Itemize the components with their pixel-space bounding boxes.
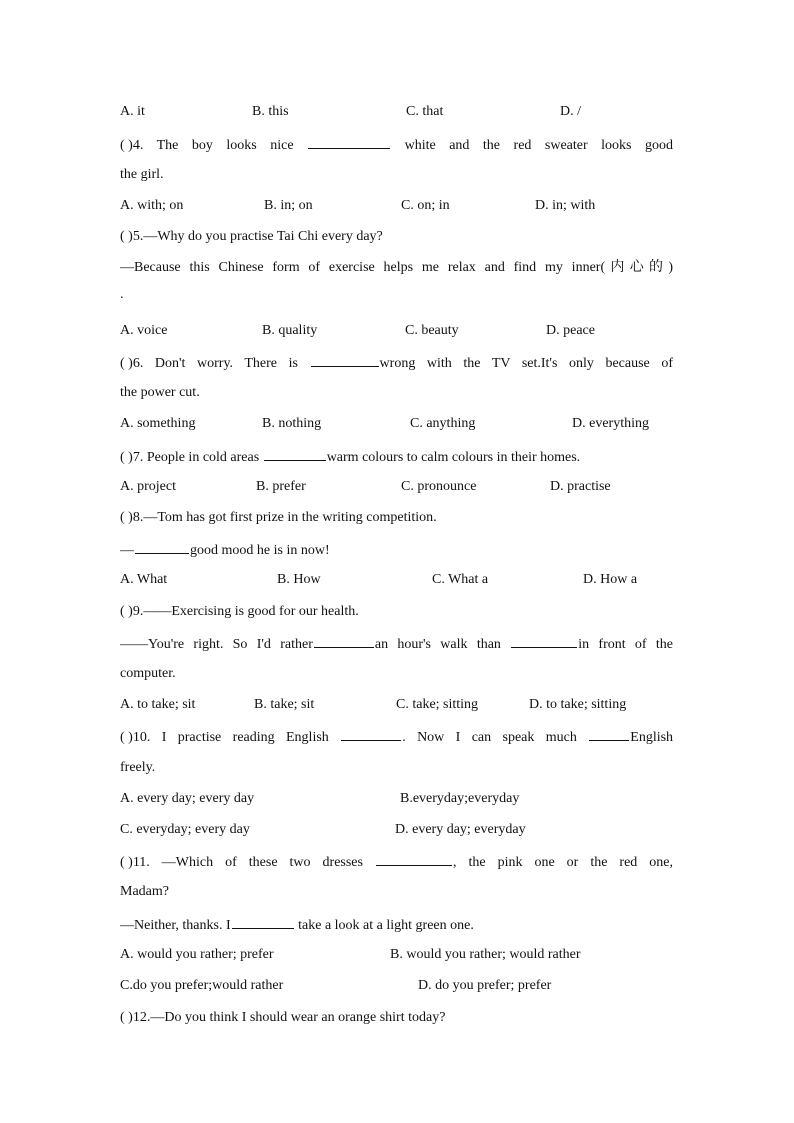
q8-answer (120, 540, 330, 560)
question-text: 9.——Exercising is good for our health. (132, 604, 359, 619)
q5-option-d: D. peace (546, 323, 595, 338)
q9-continuation: computer. (120, 666, 176, 681)
q7-option-c: C. pronounce (401, 479, 477, 494)
q10-question (120, 727, 673, 747)
q3-option-b: B. this (252, 104, 289, 119)
q9-option-b: B. take; sit (254, 697, 315, 712)
answer-blank[interactable] (232, 915, 294, 929)
q10-option-a: A. every day; every day (120, 791, 255, 806)
answer-blank[interactable] (308, 135, 390, 149)
answer-text: in front of the (578, 637, 673, 652)
q10-continuation: freely. (120, 760, 156, 775)
q7-option-d: D. practise (550, 479, 611, 494)
q11-option-b: B. would you rather; would rather (390, 947, 581, 962)
q6-option-a: A. something (120, 416, 196, 431)
q7-option-a: A. project (120, 479, 176, 494)
question-text: 12.—Do you think I should wear an orange shirt today? (132, 1010, 446, 1025)
answer-parentheses[interactable]: ( ) (120, 604, 133, 619)
answer-parentheses[interactable]: ( ) (120, 138, 133, 153)
question-text: 7. People in cold areas (132, 450, 260, 465)
q5-answer: —Because this Chinese form of exercise helps me relax and find my inner(内心的) (120, 260, 673, 275)
question-text: warm colours to calm colours in their homes. (326, 450, 581, 465)
q6-option-b: B. nothing (262, 416, 322, 431)
answer-blank[interactable] (341, 727, 401, 741)
answer-blank[interactable] (135, 540, 189, 554)
q3-option-a: A. it (120, 104, 145, 119)
question-text: , the pink one or the red one, (452, 855, 673, 870)
answer-blank[interactable] (511, 634, 577, 648)
question-text: white and the red sweater looks good (404, 138, 674, 153)
q11-continuation: Madam? (120, 884, 169, 899)
q7-option-b: B. prefer (256, 479, 306, 494)
question-text: 5.—Why do you practise Tai Chi every day? (132, 229, 383, 244)
answer-parentheses[interactable]: ( ) (120, 1010, 133, 1025)
q5-option-a: A. voice (120, 323, 168, 338)
q8-option-b: B. How (277, 572, 321, 587)
q10-option-c: C. everyday; every day (120, 822, 250, 837)
q3-option-c: C. that (406, 104, 444, 119)
q5-option-b: B. quality (262, 323, 318, 338)
q4-option-d: D. in; with (535, 198, 596, 213)
q9-option-d: D. to take; sitting (529, 697, 627, 712)
q10-option-d: D. every day; everyday (395, 822, 526, 837)
answer-parentheses[interactable]: ( ) (120, 730, 133, 745)
q3-option-d: D. / (560, 104, 581, 119)
q6-option-d: D. everything (572, 416, 649, 431)
q11-option-a: A. would you rather; prefer (120, 947, 274, 962)
question-text: 10. I practise reading English (132, 730, 329, 745)
answer-blank[interactable] (264, 447, 326, 461)
question-text: 4. The boy looks nice (132, 138, 294, 153)
answer-blank[interactable] (589, 727, 629, 741)
question-text: 11. —Which of these two dresses (132, 855, 363, 870)
answer-text: ——You're right. So I'd rather (120, 637, 313, 652)
q5-answer-end: . (120, 287, 124, 302)
q6-question (120, 353, 673, 373)
answer-text: good mood he is in now! (190, 543, 330, 558)
question-text: English (630, 730, 674, 745)
q11-question (120, 852, 673, 872)
answer-text: an hour's walk than (374, 637, 501, 652)
question-text: wrong with the TV set.It's only because of (379, 356, 673, 371)
answer-parentheses[interactable]: ( ) (120, 450, 133, 465)
answer-parentheses[interactable]: ( ) (120, 855, 133, 870)
q6-option-c: C. anything (410, 416, 476, 431)
q9-answer (120, 634, 673, 654)
q9-option-a: A. to take; sit (120, 697, 196, 712)
q5-option-c: C. beauty (405, 323, 459, 338)
answer-blank[interactable] (314, 634, 374, 648)
q4-option-a: A. with; on (120, 198, 184, 213)
q9-option-c: C. take; sitting (396, 697, 479, 712)
q4-continuation: the girl. (120, 167, 164, 182)
q8-option-d: D. How a (583, 572, 638, 587)
answer-parentheses[interactable]: ( ) (120, 356, 133, 371)
answer-text: take a look at a light green one. (298, 918, 474, 933)
answer-parentheses[interactable]: ( ) (120, 510, 133, 525)
q9-question (120, 603, 359, 621)
q11-option-d: D. do you prefer; prefer (418, 978, 552, 993)
q4-question (120, 135, 673, 155)
q8-question (120, 509, 437, 527)
question-text: . Now I can speak much (402, 730, 577, 745)
q4-option-b: B. in; on (264, 198, 313, 213)
answer-parentheses[interactable]: ( ) (120, 229, 133, 244)
answer-text: —Neither, thanks. I (120, 918, 231, 933)
q7-question (120, 447, 580, 467)
q11-answer (120, 915, 474, 935)
answer-text: — (120, 543, 134, 558)
q8-option-a: A. What (120, 572, 168, 587)
q4-option-c: C. on; in (401, 198, 450, 213)
question-text: 8.—Tom has got first prize in the writing competition. (132, 510, 437, 525)
answer-blank[interactable] (376, 852, 452, 866)
q8-option-c: C. What a (432, 572, 489, 587)
q12-question (120, 1009, 445, 1027)
q11-option-c: C.do you prefer;would rather (120, 978, 284, 993)
q5-question (120, 228, 383, 246)
q6-continuation: the power cut. (120, 385, 200, 400)
question-text: 6. Don't worry. There is (132, 356, 298, 371)
answer-blank[interactable] (311, 353, 379, 367)
q10-option-b: B.everyday;everyday (400, 791, 520, 806)
